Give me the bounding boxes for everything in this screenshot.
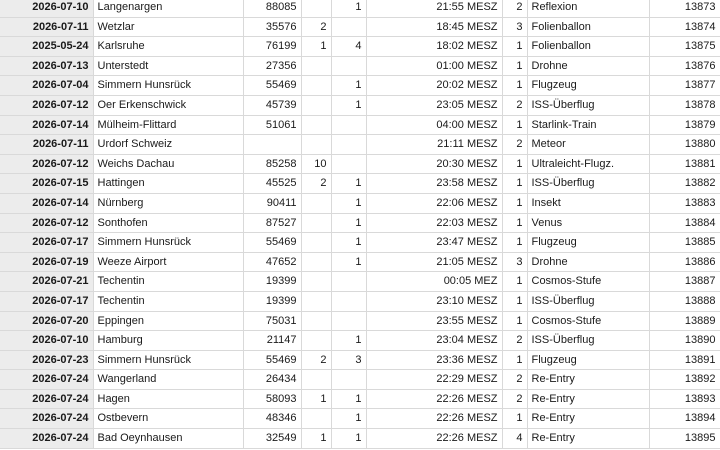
cell-explanation[interactable]: ISS-Überflug xyxy=(527,95,649,115)
cell-postcode[interactable]: 90411 xyxy=(243,193,301,213)
cell-count-a[interactable] xyxy=(301,252,331,272)
cell-time[interactable]: 20:02 MESZ xyxy=(366,76,502,96)
cell-location[interactable]: Karlsruhe xyxy=(93,37,243,57)
cell-category[interactable]: 2 xyxy=(502,389,527,409)
cell-count-a[interactable] xyxy=(301,56,331,76)
cell-explanation[interactable]: Meteor xyxy=(527,135,649,155)
cell-id[interactable]: 13878 xyxy=(649,95,720,115)
cell-category[interactable]: 1 xyxy=(502,115,527,135)
cell-explanation[interactable]: Drohne xyxy=(527,252,649,272)
cell-category[interactable]: 2 xyxy=(502,370,527,390)
cell-category[interactable]: 1 xyxy=(502,291,527,311)
cell-id[interactable]: 13893 xyxy=(649,389,720,409)
cell-id[interactable]: 13884 xyxy=(649,213,720,233)
cell-location[interactable]: Langenargen xyxy=(93,0,243,17)
table-row xyxy=(0,233,720,253)
cell-id[interactable]: 13874 xyxy=(649,17,720,37)
cell-count-a[interactable]: 1 xyxy=(301,37,331,57)
cell-time[interactable]: 23:10 MESZ xyxy=(366,291,502,311)
cell-date[interactable]: 2026-07-17 xyxy=(0,291,93,311)
cell-postcode[interactable]: 55469 xyxy=(243,350,301,370)
cell-count-b[interactable]: 1 xyxy=(331,429,366,449)
cell-explanation[interactable]: Starlink-Train xyxy=(527,115,649,135)
cell-count-b[interactable]: 3 xyxy=(331,350,366,370)
cell-category[interactable]: 2 xyxy=(502,331,527,351)
cell-location[interactable]: Weichs Dachau xyxy=(93,154,243,174)
table-row xyxy=(0,409,720,429)
cell-postcode[interactable]: 58093 xyxy=(243,389,301,409)
cell-count-b[interactable]: 1 xyxy=(331,174,366,194)
cell-count-b[interactable] xyxy=(331,115,366,135)
cell-postcode[interactable]: 26434 xyxy=(243,370,301,390)
cell-count-b[interactable] xyxy=(331,56,366,76)
table-row xyxy=(0,135,720,155)
cell-time[interactable]: 01:00 MESZ xyxy=(366,56,502,76)
cell-location[interactable]: Simmern Hunsrück xyxy=(93,233,243,253)
cell-count-b[interactable]: 1 xyxy=(331,0,366,17)
cell-count-b[interactable]: 1 xyxy=(331,95,366,115)
cell-location[interactable]: Weeze Airport xyxy=(93,252,243,272)
cell-location[interactable]: Simmern Hunsrück xyxy=(93,76,243,96)
cell-category[interactable]: 1 xyxy=(502,311,527,331)
cell-id[interactable]: 13887 xyxy=(649,272,720,292)
cell-explanation[interactable]: Reflexion xyxy=(527,0,649,17)
cell-category[interactable]: 2 xyxy=(502,135,527,155)
table-row xyxy=(0,193,720,213)
cell-postcode[interactable]: 21147 xyxy=(243,331,301,351)
cell-explanation[interactable]: Folienballon xyxy=(527,37,649,57)
cell-count-a[interactable] xyxy=(301,233,331,253)
cell-date[interactable]: 2026-07-24 xyxy=(0,370,93,390)
cell-id[interactable]: 13876 xyxy=(649,56,720,76)
cell-count-a[interactable]: 2 xyxy=(301,174,331,194)
cell-count-a[interactable] xyxy=(301,370,331,390)
cell-category[interactable]: 1 xyxy=(502,409,527,429)
cell-explanation[interactable]: Flugzeug xyxy=(527,76,649,96)
cell-time[interactable]: 18:02 MESZ xyxy=(366,37,502,57)
cell-count-a[interactable] xyxy=(301,272,331,292)
cell-date[interactable]: 2026-07-11 xyxy=(0,17,93,37)
cell-time[interactable]: 23:47 MESZ xyxy=(366,233,502,253)
cell-postcode[interactable]: 48346 xyxy=(243,409,301,429)
cell-location[interactable]: Eppingen xyxy=(93,311,243,331)
cell-id[interactable]: 13883 xyxy=(649,193,720,213)
table-row xyxy=(0,252,720,272)
cell-count-a[interactable] xyxy=(301,95,331,115)
table-row xyxy=(0,291,720,311)
cell-count-b[interactable]: 1 xyxy=(331,409,366,429)
cell-category[interactable]: 1 xyxy=(502,350,527,370)
table-row xyxy=(0,56,720,76)
cell-id[interactable]: 13875 xyxy=(649,37,720,57)
cell-count-b[interactable]: 4 xyxy=(331,37,366,57)
cell-count-a[interactable] xyxy=(301,331,331,351)
table-row xyxy=(0,76,720,96)
cell-explanation[interactable]: ISS-Überflug xyxy=(527,174,649,194)
cell-date[interactable]: 2026-07-24 xyxy=(0,409,93,429)
cell-time[interactable]: 18:45 MESZ xyxy=(366,17,502,37)
cell-date[interactable]: 2026-07-21 xyxy=(0,272,93,292)
cell-id[interactable]: 13882 xyxy=(649,174,720,194)
cell-location[interactable]: Simmern Hunsrück xyxy=(93,350,243,370)
table-row xyxy=(0,311,720,331)
cell-location[interactable]: Hagen xyxy=(93,389,243,409)
cell-count-b[interactable]: 1 xyxy=(331,252,366,272)
cell-postcode[interactable]: 27356 xyxy=(243,56,301,76)
cell-postcode[interactable] xyxy=(243,135,301,155)
cell-count-a[interactable]: 2 xyxy=(301,17,331,37)
cell-explanation[interactable]: Flugzeug xyxy=(527,233,649,253)
table-row xyxy=(0,213,720,233)
cell-location[interactable]: Ostbevern xyxy=(93,409,243,429)
cell-explanation[interactable]: Re-Entry xyxy=(527,389,649,409)
cell-date[interactable]: 2026-07-13 xyxy=(0,56,93,76)
table-row xyxy=(0,389,720,409)
cell-explanation[interactable]: Flugzeug xyxy=(527,350,649,370)
cell-count-b[interactable]: 1 xyxy=(331,233,366,253)
cell-location[interactable]: Unterstedt xyxy=(93,56,243,76)
table-row xyxy=(0,115,720,135)
cell-id[interactable]: 13885 xyxy=(649,233,720,253)
cell-date[interactable]: 2026-07-14 xyxy=(0,193,93,213)
cell-time[interactable]: 22:26 MESZ xyxy=(366,389,502,409)
table-row xyxy=(0,370,720,390)
cell-count-a[interactable] xyxy=(301,115,331,135)
cell-explanation[interactable]: Cosmos-Stufe xyxy=(527,272,649,292)
cell-postcode[interactable]: 88085 xyxy=(243,0,301,17)
cell-count-b[interactable] xyxy=(331,154,366,174)
cell-count-b[interactable] xyxy=(331,135,366,155)
cell-time[interactable]: 22:26 MESZ xyxy=(366,429,502,449)
cell-date[interactable]: 2026-07-10 xyxy=(0,0,93,17)
cell-explanation[interactable]: Re-Entry xyxy=(527,370,649,390)
cell-date[interactable]: 2026-07-20 xyxy=(0,311,93,331)
cell-date[interactable]: 2026-07-24 xyxy=(0,429,93,449)
cell-id[interactable]: 13877 xyxy=(649,76,720,96)
cell-category[interactable]: 1 xyxy=(502,37,527,57)
cell-id[interactable]: 13881 xyxy=(649,154,720,174)
cell-category[interactable]: 2 xyxy=(502,95,527,115)
cell-postcode[interactable]: 55469 xyxy=(243,233,301,253)
cell-date[interactable]: 2026-07-17 xyxy=(0,233,93,253)
cell-explanation[interactable]: ISS-Überflug xyxy=(527,291,649,311)
cell-count-a[interactable] xyxy=(301,409,331,429)
cell-location[interactable]: Bad Oeynhausen xyxy=(93,429,243,449)
cell-explanation[interactable]: Insekt xyxy=(527,193,649,213)
cell-count-b[interactable]: 1 xyxy=(331,331,366,351)
cell-postcode[interactable]: 32549 xyxy=(243,429,301,449)
cell-count-b[interactable] xyxy=(331,17,366,37)
cell-id[interactable]: 13895 xyxy=(649,429,720,449)
cell-count-a[interactable]: 1 xyxy=(301,389,331,409)
cell-id[interactable]: 13891 xyxy=(649,350,720,370)
cell-time[interactable]: 23:58 MESZ xyxy=(366,174,502,194)
cell-location[interactable]: Nürnberg xyxy=(93,193,243,213)
cell-category[interactable]: 1 xyxy=(502,154,527,174)
cell-explanation[interactable]: Venus xyxy=(527,213,649,233)
cell-date[interactable]: 2026-07-19 xyxy=(0,252,93,272)
cell-explanation[interactable]: Ultraleicht-Flugz. xyxy=(527,154,649,174)
cell-id[interactable]: 13880 xyxy=(649,135,720,155)
table-row xyxy=(0,17,720,37)
cell-count-a[interactable]: 1 xyxy=(301,429,331,449)
cell-postcode[interactable]: 47652 xyxy=(243,252,301,272)
cell-count-a[interactable]: 10 xyxy=(301,154,331,174)
cell-time[interactable]: 20:30 MESZ xyxy=(366,154,502,174)
cell-id[interactable]: 13886 xyxy=(649,252,720,272)
cell-time[interactable]: 21:05 MESZ xyxy=(366,252,502,272)
cell-date[interactable]: 2026-07-24 xyxy=(0,389,93,409)
cell-count-b[interactable]: 1 xyxy=(331,213,366,233)
cell-time[interactable]: 22:29 MESZ xyxy=(366,370,502,390)
cell-date[interactable]: 2026-07-23 xyxy=(0,350,93,370)
cell-category[interactable]: 2 xyxy=(502,0,527,17)
cell-location[interactable]: Wetzlar xyxy=(93,17,243,37)
table-row xyxy=(0,174,720,194)
cell-count-b[interactable] xyxy=(331,311,366,331)
cell-time[interactable]: 22:26 MESZ xyxy=(366,409,502,429)
cell-category[interactable]: 1 xyxy=(502,56,527,76)
cell-count-a[interactable] xyxy=(301,291,331,311)
cell-explanation[interactable]: Folienballon xyxy=(527,17,649,37)
cell-date[interactable]: 2026-07-04 xyxy=(0,76,93,96)
cell-count-b[interactable]: 1 xyxy=(331,76,366,96)
cell-explanation[interactable]: ISS-Überflug xyxy=(527,331,649,351)
cell-postcode[interactable]: 51061 xyxy=(243,115,301,135)
cell-id[interactable]: 13888 xyxy=(649,291,720,311)
cell-postcode[interactable]: 85258 xyxy=(243,154,301,174)
cell-time[interactable]: 00:05 MEZ xyxy=(366,272,502,292)
cell-postcode[interactable]: 55469 xyxy=(243,76,301,96)
cell-category[interactable]: 1 xyxy=(502,213,527,233)
cell-location[interactable]: Oer Erkenschwick xyxy=(93,95,243,115)
cell-postcode[interactable]: 76199 xyxy=(243,37,301,57)
cell-postcode[interactable]: 45525 xyxy=(243,174,301,194)
table-row xyxy=(0,272,720,292)
cell-postcode[interactable]: 19399 xyxy=(243,272,301,292)
cell-postcode[interactable]: 35576 xyxy=(243,17,301,37)
cell-location[interactable]: Hattingen xyxy=(93,174,243,194)
cell-postcode[interactable]: 75031 xyxy=(243,311,301,331)
cell-id[interactable]: 13873 xyxy=(649,0,720,17)
cell-time[interactable]: 23:05 MESZ xyxy=(366,95,502,115)
cell-explanation[interactable]: Re-Entry xyxy=(527,429,649,449)
table-row xyxy=(0,37,720,57)
cell-category[interactable]: 1 xyxy=(502,193,527,213)
cell-time[interactable]: 22:06 MESZ xyxy=(366,193,502,213)
cell-location[interactable]: Wangerland xyxy=(93,370,243,390)
cell-count-a[interactable] xyxy=(301,76,331,96)
cell-time[interactable]: 22:03 MESZ xyxy=(366,213,502,233)
cell-location[interactable]: Hamburg xyxy=(93,331,243,351)
cell-postcode[interactable]: 45739 xyxy=(243,95,301,115)
cell-count-b[interactable]: 1 xyxy=(331,389,366,409)
cell-date[interactable]: 2026-07-12 xyxy=(0,95,93,115)
cell-time[interactable]: 23:04 MESZ xyxy=(366,331,502,351)
cell-location[interactable]: Techentin xyxy=(93,291,243,311)
cell-count-b[interactable] xyxy=(331,291,366,311)
table-row xyxy=(0,154,720,174)
table-row xyxy=(0,331,720,351)
cell-category[interactable]: 1 xyxy=(502,76,527,96)
cell-time[interactable]: 23:55 MESZ xyxy=(366,311,502,331)
cell-count-a[interactable] xyxy=(301,135,331,155)
cell-postcode[interactable]: 19399 xyxy=(243,291,301,311)
cell-explanation[interactable]: Drohne xyxy=(527,56,649,76)
cell-count-a[interactable]: 2 xyxy=(301,350,331,370)
cell-explanation[interactable]: Cosmos-Stufe xyxy=(527,311,649,331)
cell-date[interactable]: 2026-07-15 xyxy=(0,174,93,194)
table-row xyxy=(0,0,720,17)
cell-id[interactable]: 13890 xyxy=(649,331,720,351)
cell-count-b[interactable] xyxy=(331,370,366,390)
cell-time[interactable]: 23:36 MESZ xyxy=(366,350,502,370)
cell-count-a[interactable] xyxy=(301,0,331,17)
cell-id[interactable]: 13889 xyxy=(649,311,720,331)
cell-category[interactable]: 1 xyxy=(502,174,527,194)
cell-id[interactable]: 13879 xyxy=(649,115,720,135)
cell-date[interactable]: 2025-05-24 xyxy=(0,37,93,57)
cell-date[interactable]: 2026-07-12 xyxy=(0,154,93,174)
table-row xyxy=(0,95,720,115)
cell-date[interactable]: 2026-07-11 xyxy=(0,135,93,155)
cell-count-b[interactable] xyxy=(331,272,366,292)
cell-id[interactable]: 13892 xyxy=(649,370,720,390)
cell-category[interactable]: 1 xyxy=(502,233,527,253)
table-row xyxy=(0,429,720,449)
cell-count-b[interactable]: 1 xyxy=(331,193,366,213)
cell-date[interactable]: 2026-07-14 xyxy=(0,115,93,135)
cell-count-a[interactable] xyxy=(301,213,331,233)
cell-location[interactable]: Urdorf Schweiz xyxy=(93,135,243,155)
cell-postcode[interactable]: 87527 xyxy=(243,213,301,233)
cell-explanation[interactable]: Re-Entry xyxy=(527,409,649,429)
cell-time[interactable]: 21:11 MESZ xyxy=(366,135,502,155)
cell-category[interactable]: 3 xyxy=(502,17,527,37)
cell-location[interactable]: Sonthofen xyxy=(93,213,243,233)
cell-id[interactable]: 13894 xyxy=(649,409,720,429)
cell-location[interactable]: Techentin xyxy=(93,272,243,292)
cell-category[interactable]: 4 xyxy=(502,429,527,449)
cell-time[interactable]: 21:55 MESZ xyxy=(366,0,502,17)
cell-time[interactable]: 04:00 MESZ xyxy=(366,115,502,135)
cell-count-a[interactable] xyxy=(301,193,331,213)
cell-date[interactable]: 2026-07-12 xyxy=(0,213,93,233)
table-row xyxy=(0,350,720,370)
cell-date[interactable]: 2026-07-10 xyxy=(0,331,93,351)
cell-category[interactable]: 1 xyxy=(502,272,527,292)
cell-location[interactable]: Mülheim-Flittard xyxy=(93,115,243,135)
cell-category[interactable]: 3 xyxy=(502,252,527,272)
cell-count-a[interactable] xyxy=(301,311,331,331)
